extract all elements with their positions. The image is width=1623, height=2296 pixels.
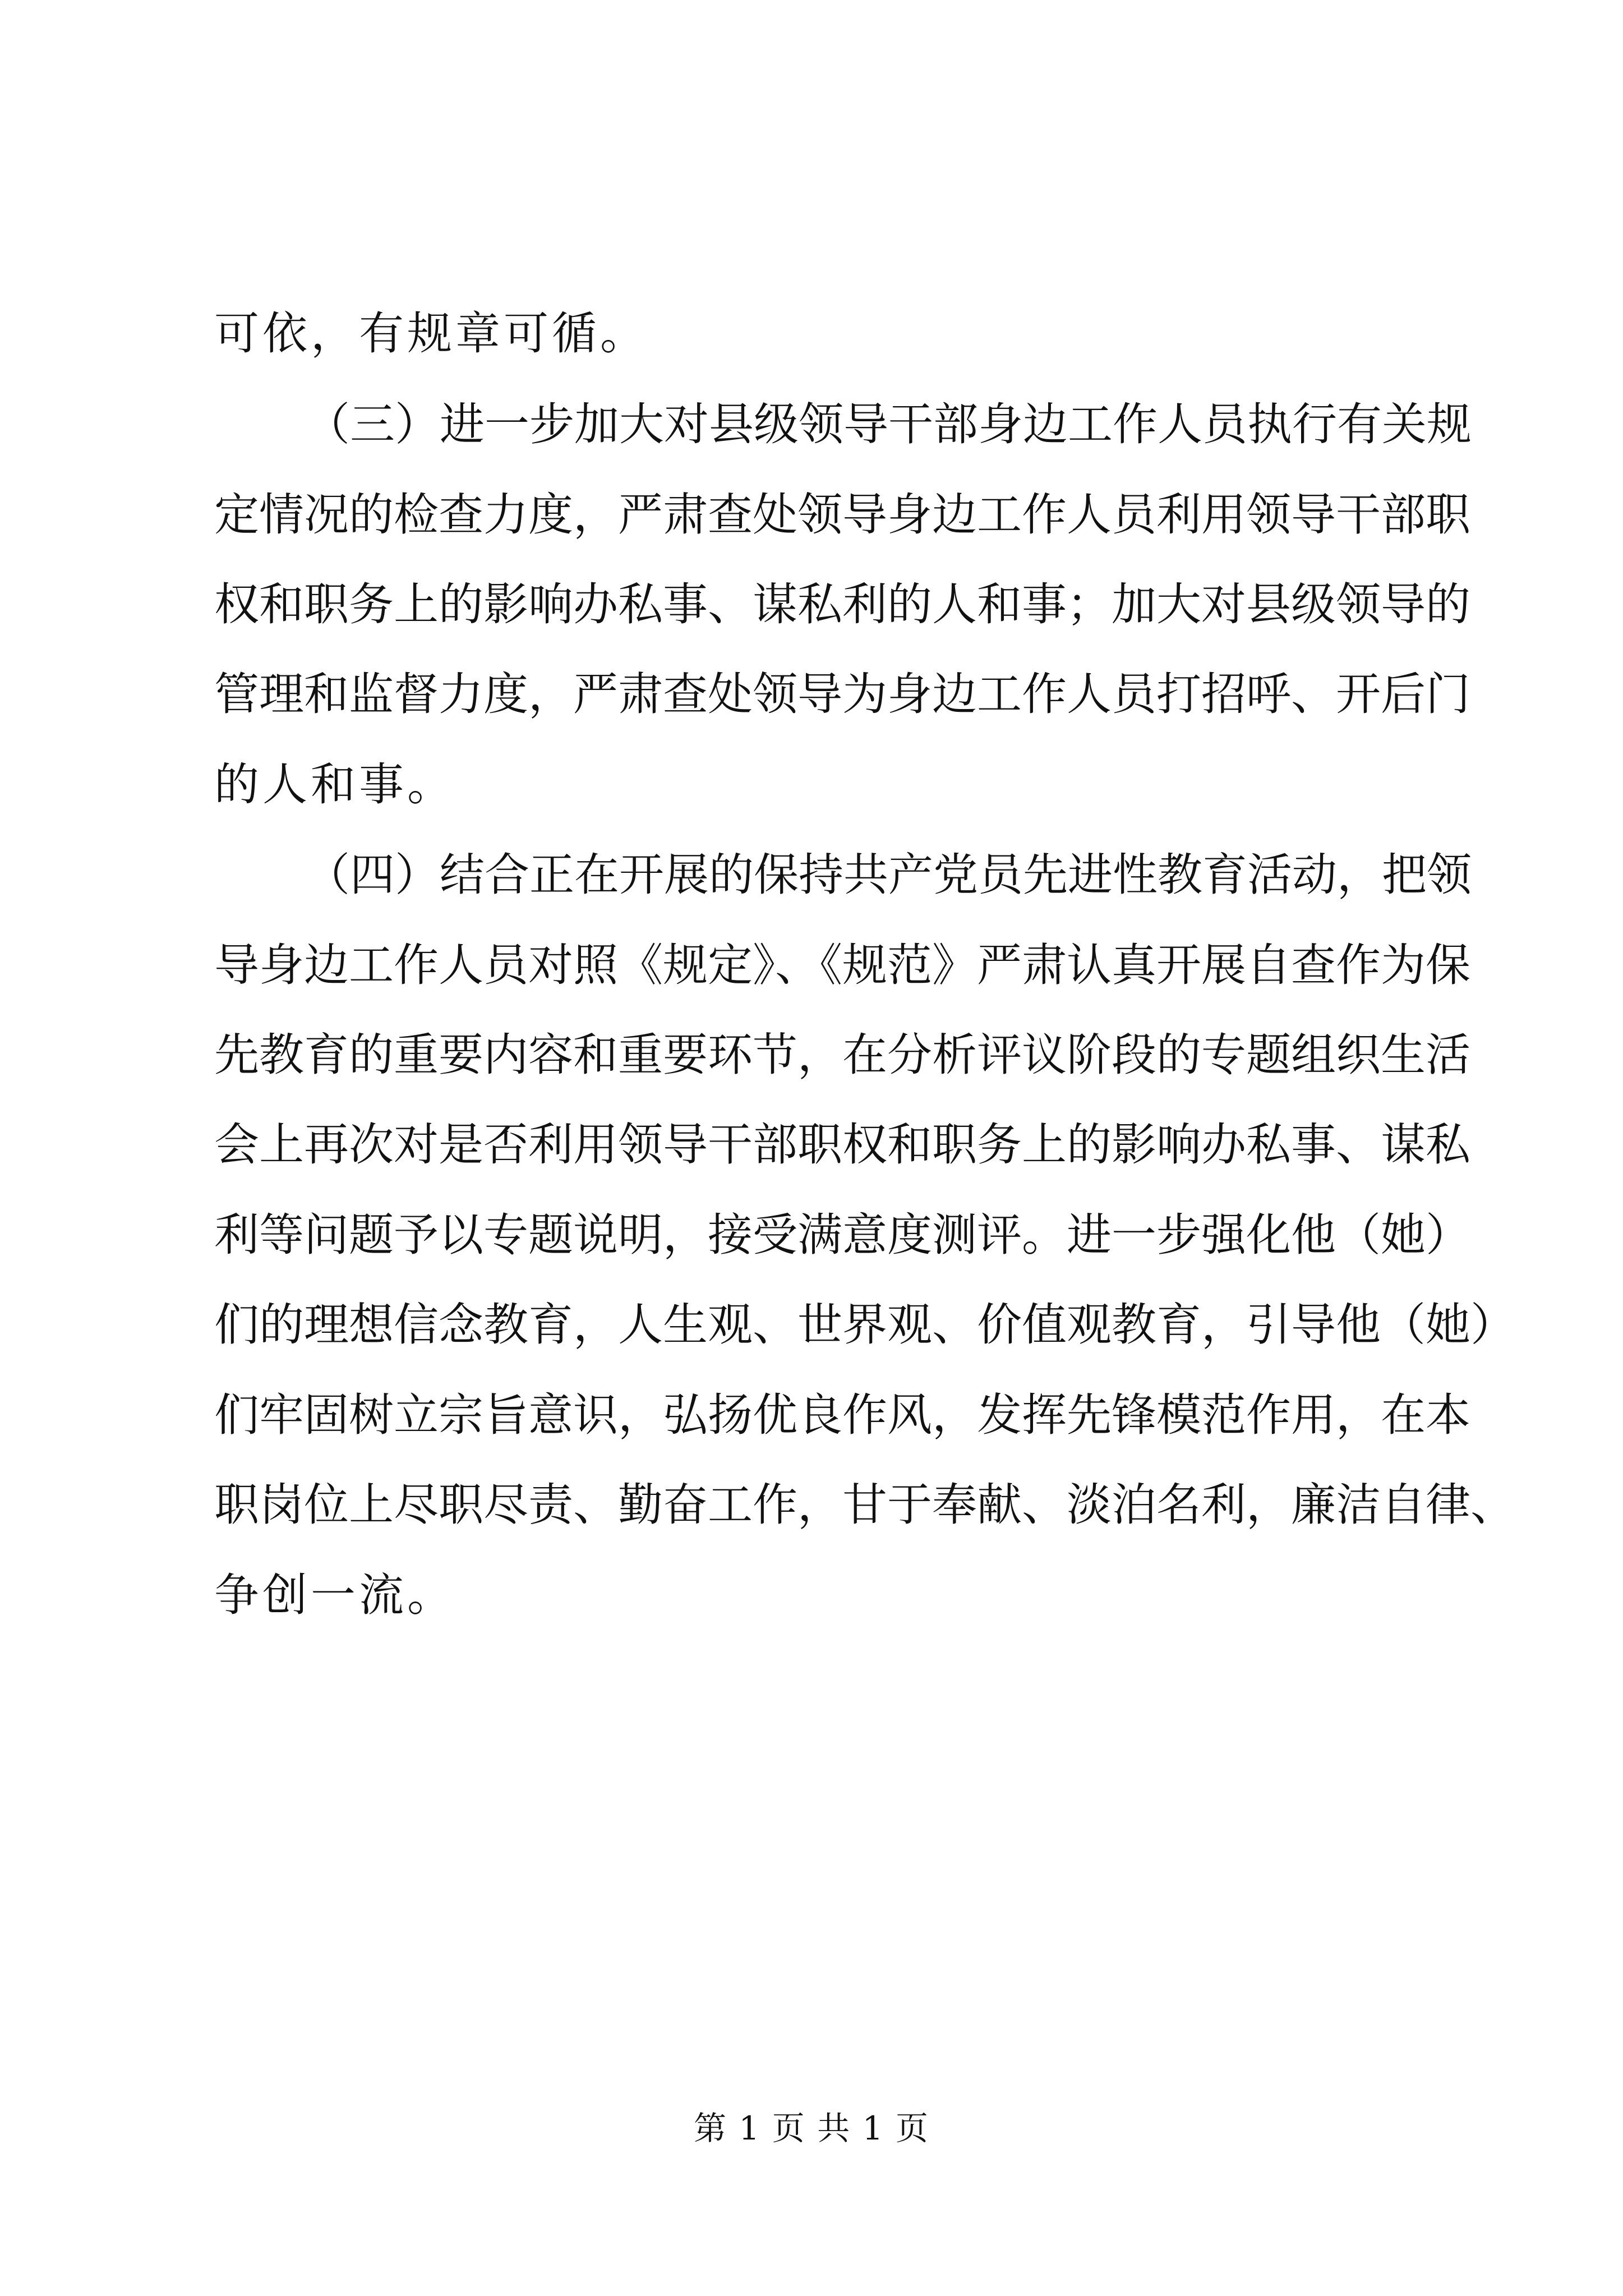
text-line-3: 定情况的检查力度，严肃查处领导身边工作人员利用领导干部职 xyxy=(214,489,1470,541)
text-line-14: 职岗位上尽职尽责、勤奋工作，甘于奉献、淡泊名利，廉洁自律、 xyxy=(214,1479,1515,1531)
text-line-10: 会上再次对是否利用领导干部职权和职务上的影响办私事、谋私 xyxy=(214,1119,1470,1171)
text-line-11: 利等问题予以专题说明，接受满意度测评。进一步强化他（她） xyxy=(214,1209,1470,1261)
text-line-13: 们牢固树立宗旨意识，弘扬优良作风，发挥先锋模范作用，在本 xyxy=(214,1389,1470,1441)
text-line-9: 先教育的重要内容和重要环节，在分析评议阶段的专题组织生活 xyxy=(214,1029,1470,1081)
text-line-15: 争创一流。 xyxy=(214,1569,455,1621)
text-line-12: 们的理想信念教育，人生观、世界观、价值观教育，引导他（她） xyxy=(214,1299,1515,1351)
text-line-1: 可依，有规章可循。 xyxy=(214,307,648,360)
text-line-2: （三）进一步加大对县级领导干部身边工作人员执行有关规 xyxy=(305,398,1472,450)
text-line-5: 管理和监督力度，严肃查处领导为身边工作人员打招呼、开后门 xyxy=(214,668,1470,720)
text-line-8: 导身边工作人员对照《规定》、《规范》严肃认真开展自查作为保 xyxy=(214,939,1470,991)
text-line-7: （四）结合正在开展的保持共产党员先进性教育活动，把领 xyxy=(305,849,1472,901)
text-line-6: 的人和事。 xyxy=(214,758,455,811)
text-line-4: 权和职务上的影响办私事、谋私利的人和事；加大对县级领导的 xyxy=(214,578,1470,631)
page-footer: 第 1 页 共 1 页 xyxy=(694,2109,929,2147)
